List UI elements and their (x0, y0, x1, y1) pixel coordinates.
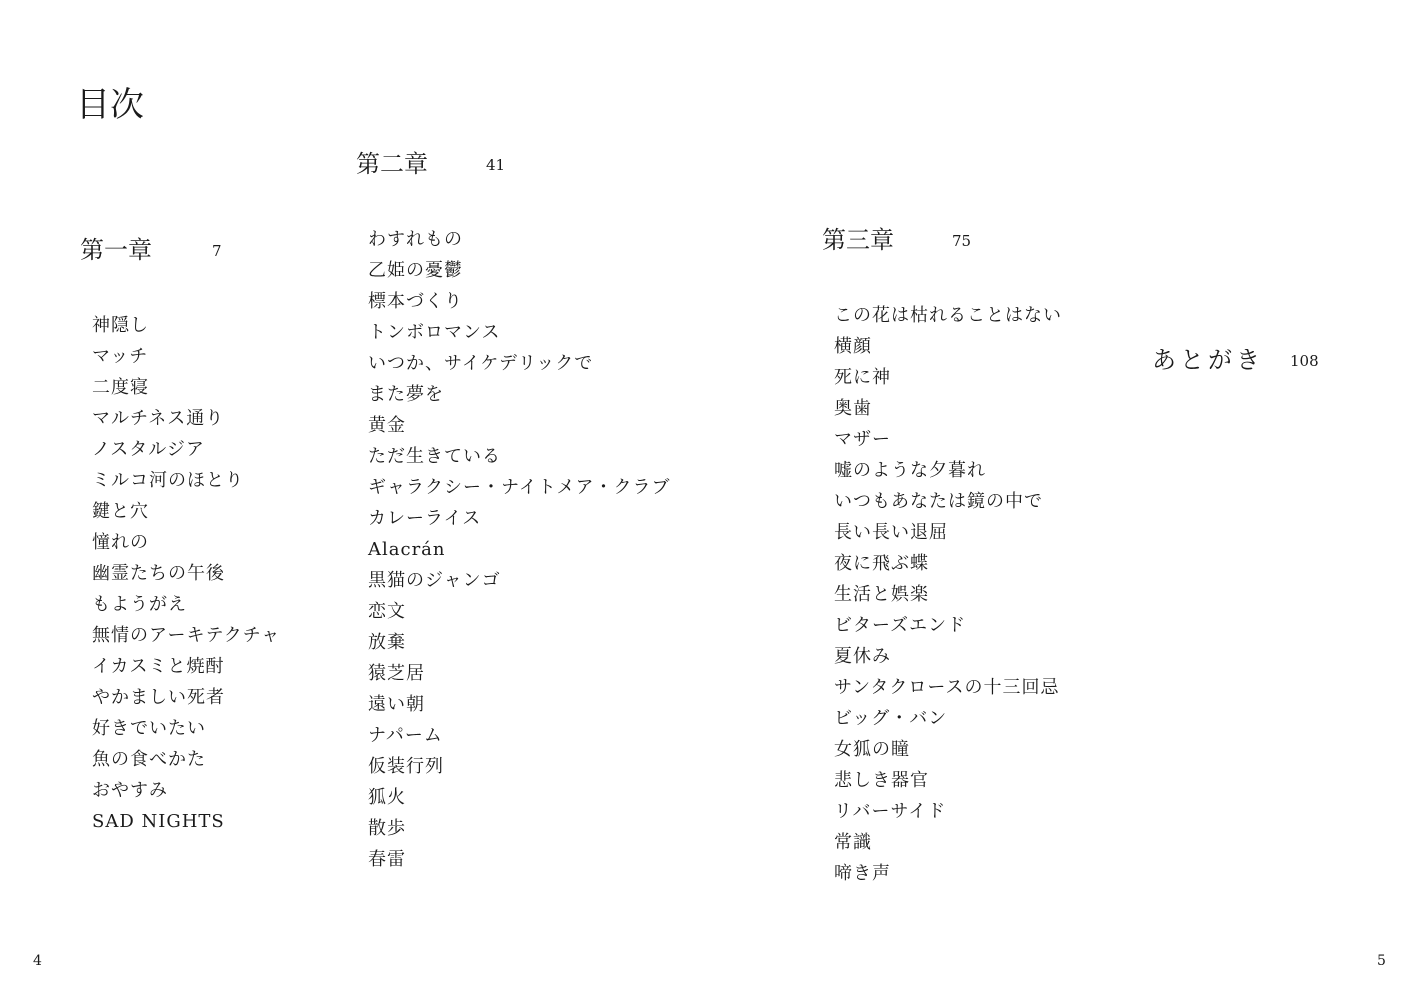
chapter-1-title: 第一章 (80, 236, 152, 264)
toc-entry: マッチ (92, 346, 149, 367)
afterword-title: あとがき (1152, 346, 1264, 374)
afterword-heading (1152, 346, 1319, 374)
toc-entry: ノスタルジア (92, 439, 205, 460)
toc-entry: 夏休み (834, 646, 891, 667)
chapter-2-title: 第二章 (356, 150, 428, 178)
toc-entry: また夢を (368, 384, 444, 405)
toc-entry: 死に神 (834, 367, 891, 388)
toc-entry: ビッグ・バン (834, 708, 948, 729)
toc-entry: SAD NIGHTS (92, 811, 225, 832)
toc-entry: 二度寝 (92, 377, 149, 398)
page-title: 目次 (76, 85, 144, 125)
toc-entry: 魚の食べかた (92, 749, 206, 770)
chapter-1-page-number: 7 (212, 242, 222, 260)
toc-entry: この花は枯れることはない (834, 305, 1062, 326)
toc-entry: 夜に飛ぶ蝶 (834, 553, 929, 574)
toc-entry: おやすみ (92, 780, 168, 801)
toc-entry: 遠い朝 (368, 694, 425, 715)
toc-entry: 猿芝居 (368, 663, 425, 684)
toc-entry: ビターズエンド (834, 615, 967, 636)
toc-entry: 無情のアーキテクチャ (92, 625, 281, 646)
toc-entry: もようがえ (92, 594, 187, 615)
toc-entry: 好きでいたい (92, 718, 206, 739)
chapter-2-heading (356, 150, 506, 178)
chapter-1-entry-list (92, 310, 280, 837)
toc-entry: サンタクロースの十三回忌 (834, 677, 1060, 698)
chapter-3-title: 第三章 (822, 226, 894, 254)
toc-entry: 長い長い退屈 (834, 522, 948, 543)
toc-entry: ギャラクシー・ナイトメア・クラブ (368, 477, 671, 498)
toc-entry: 幽霊たちの午後 (92, 563, 225, 584)
chapter-2-entry-list (368, 224, 671, 875)
toc-entry: マルチネス通り (92, 408, 225, 429)
chapter-1-heading (80, 236, 222, 264)
toc-entry: 嘘のような夕暮れ (834, 460, 986, 481)
right-page-number: 5 (1377, 953, 1386, 969)
toc-entry: 横顔 (834, 336, 872, 357)
toc-entry: 恋文 (368, 601, 406, 622)
toc-entry: 春雷 (368, 849, 406, 870)
toc-entry: わすれもの (368, 229, 463, 250)
chapter-3-page-number: 75 (952, 232, 972, 250)
toc-entry: 鍵と穴 (92, 501, 149, 522)
toc-entry: 生活と娯楽 (834, 584, 929, 605)
toc-entry: Alacrán (368, 539, 446, 560)
toc-entry: カレーライス (368, 508, 482, 529)
toc-entry: 黒猫のジャンゴ (368, 570, 501, 591)
toc-entry: ただ生きている (368, 446, 501, 467)
chapter-2-page-number: 41 (486, 156, 506, 174)
toc-entry: 黄金 (368, 415, 406, 436)
toc-entry: 憧れの (92, 532, 149, 553)
afterword-page-number: 108 (1290, 352, 1319, 370)
toc-entry: 奥歯 (834, 398, 872, 419)
toc-entry: やかましい死者 (92, 687, 225, 708)
toc-entry: イカスミと焼酎 (92, 656, 225, 677)
toc-entry: 女狐の瞳 (834, 739, 910, 760)
toc-entry: 標本づくり (368, 291, 463, 312)
toc-entry: リバーサイド (834, 801, 947, 822)
toc-entry: マザー (834, 429, 891, 450)
chapter-3-entry-list (834, 300, 1062, 889)
chapter-3-heading (822, 226, 972, 254)
toc-entry: 神隠し (92, 315, 149, 336)
toc-entry: 乙姫の憂鬱 (368, 260, 463, 281)
toc-entry: いつか、サイケデリックで (368, 353, 594, 374)
toc-entry: いつもあなたは鏡の中で (834, 491, 1043, 512)
toc-entry: ミルコ河のほとり (92, 470, 244, 491)
toc-entry: 散歩 (368, 818, 406, 839)
left-page-number: 4 (33, 953, 42, 969)
toc-entry: 常識 (834, 832, 872, 853)
toc-entry: 仮装行列 (368, 756, 444, 777)
toc-entry: 啼き声 (834, 863, 891, 884)
toc-entry: トンボロマンス (368, 322, 501, 343)
toc-entry: ナパーム (368, 725, 443, 746)
toc-entry: 狐火 (368, 787, 406, 808)
toc-entry: 悲しき器官 (834, 770, 929, 791)
toc-entry: 放棄 (368, 632, 406, 653)
